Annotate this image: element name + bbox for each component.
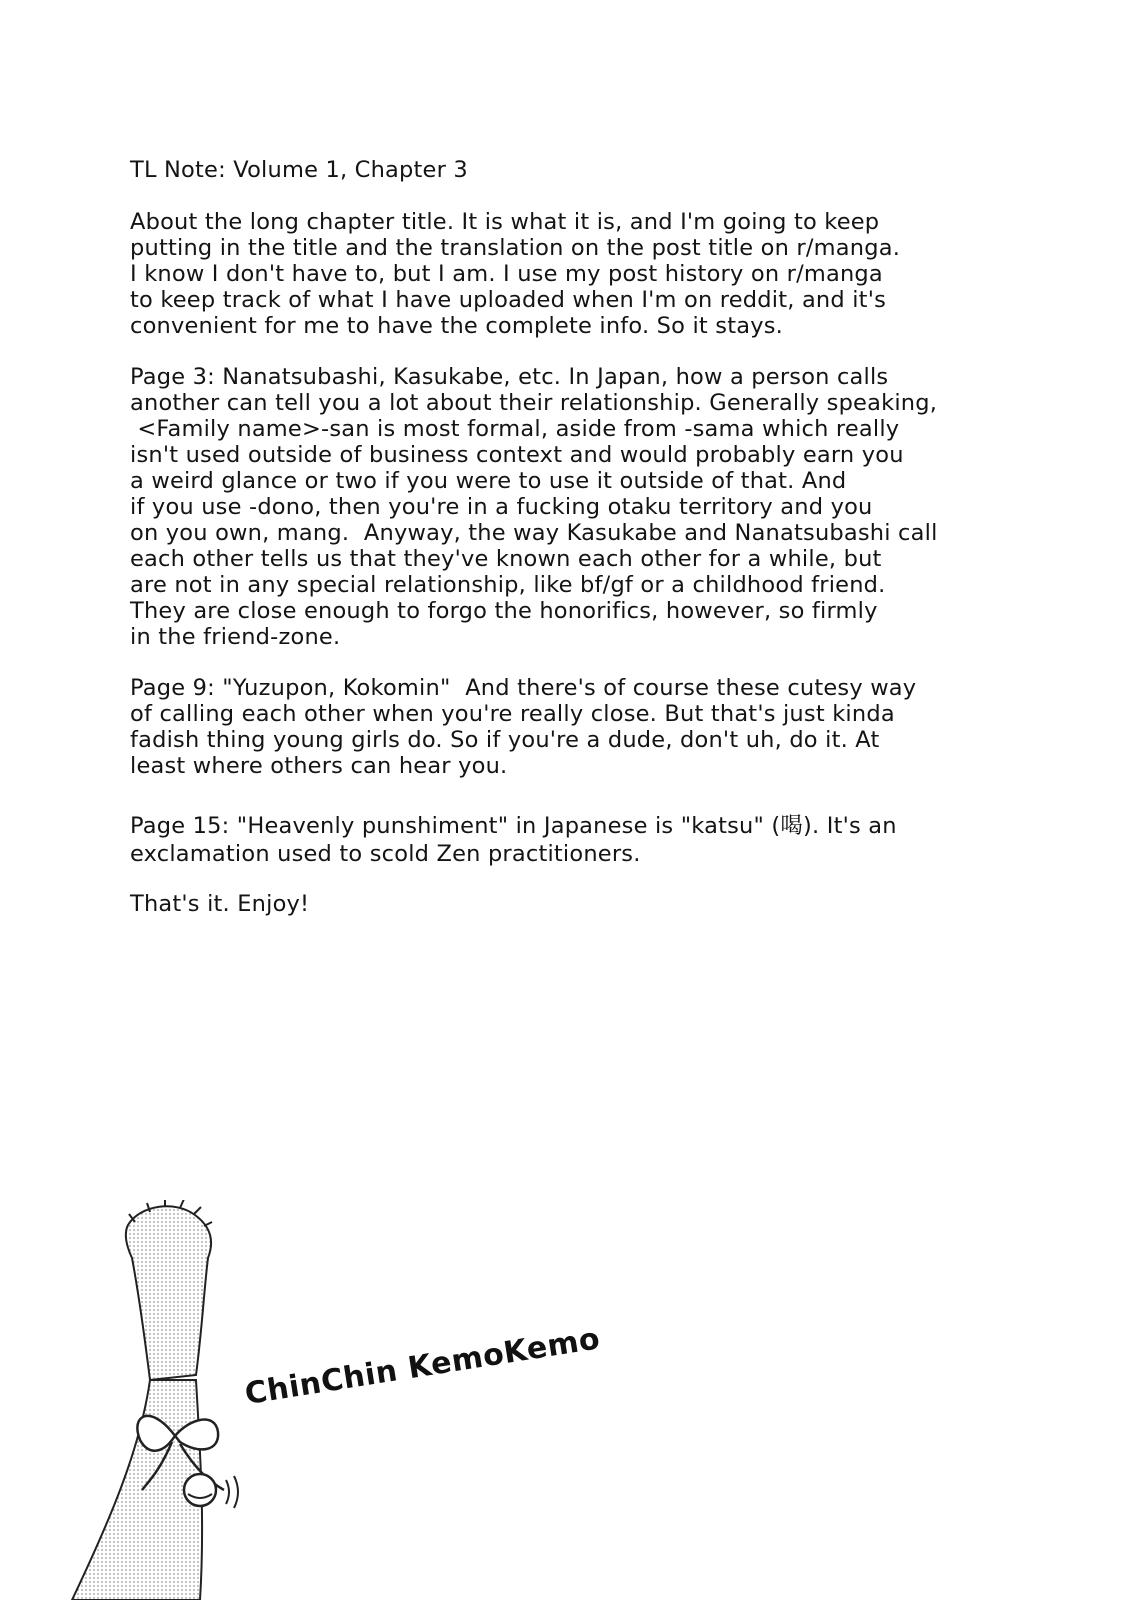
tail-illustration	[0, 1200, 700, 1600]
paragraph-page-15	[130, 812, 1010, 868]
paragraph-page-3	[130, 365, 1010, 650]
tl-note	[130, 158, 1010, 944]
note-line: to keep track of what I have uploaded when I'm on reddit, and it's	[130, 286, 887, 313]
note-line: fadish thing young girls do. So if you're a dude, don't uh, do it. At	[130, 727, 880, 754]
note-title: TL Note: Volume 1, Chapter 3	[130, 157, 468, 183]
note-line: Page 15: "Heavenly punshiment" in Japanese is "katsu" (喝). It's an	[130, 813, 897, 840]
note-line: of calling each other when you're really close. But that's just kinda	[130, 701, 895, 728]
note-line: if you use -dono, then you're in a fucking otaku territory and you	[130, 493, 873, 520]
paragraph-page-9	[130, 676, 1010, 780]
note-line: isn't used outside of business context and would probably earn you	[130, 442, 904, 469]
note-line: Page 3: Nanatsubashi, Kasukabe, etc. In Japan, how a person calls	[130, 364, 889, 391]
series-logo: ChinChin KemoKemo	[242, 1321, 603, 1412]
note-line: least where others can hear you.	[130, 753, 508, 780]
note-line: are not in any special relationship, like bf/gf or a childhood friend.	[130, 571, 886, 598]
paragraph-chapter-title	[130, 210, 1010, 340]
note-line: <Family name>-san is most formal, aside from -sama which really	[130, 416, 900, 443]
tail-body	[72, 1380, 202, 1600]
note-line: They are close enough to forgo the honorifics, however, so firmly	[130, 597, 878, 624]
note-line: exclamation used to scold Zen practitioners.	[130, 841, 641, 868]
note-line: a weird glance or two if you were to use it outside of that. And	[130, 468, 847, 495]
note-line: I know I don't have to, but I am. I use my post history on r/manga	[130, 260, 883, 287]
note-line: putting in the title and the translation on the post title on r/manga.	[130, 234, 901, 261]
note-line: Page 9: "Yuzupon, Kokomin" And there's of course these cutesy way	[130, 675, 917, 702]
note-line: on you own, mang. Anyway, the way Kasukabe and Nanatsubashi call	[130, 519, 938, 546]
note-line: each other tells us that they've known each other for a while, but	[130, 545, 882, 572]
tail-tip	[126, 1206, 211, 1380]
bell-icon	[184, 1474, 216, 1506]
paragraph-closing	[130, 892, 1010, 918]
note-line: About the long chapter title. It is what it is, and I'm going to keep	[130, 208, 880, 235]
note-line: in the friend-zone.	[130, 623, 341, 650]
note-line: convenient for me to have the complete info. So it stays.	[130, 312, 784, 339]
note-line: That's it. Enjoy!	[130, 891, 310, 918]
note-line: another can tell you a lot about their relationship. Generally speaking,	[130, 390, 938, 417]
